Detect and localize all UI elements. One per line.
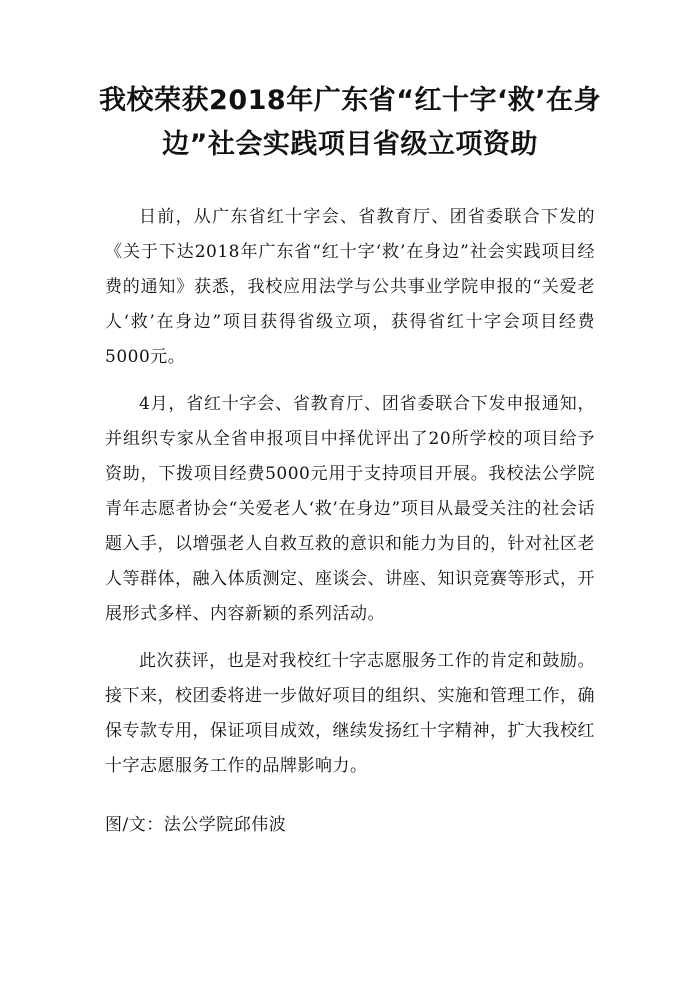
paragraph-2: 4月，省红十字会、省教育厅、团省委联合下发申报通知，并组织专家从全省申报项目中择优评出了20所学校的项目给予资助，下拨项目经费5000元用于支持项目开展。我校法公学院青年志愿者协会“关爱老人‘救’在身边”项目从最受关注的社会话题入手，以增强老人自救互救的意识和能力为目的，针对社区老人等群体，融入体质测定、座谈会、讲座、知识竞赛等形式，开展形式多样、内容新颖的系列活动。 (105, 394, 595, 624)
paragraph-1: 日前，从广东省红十字会、省教育厅、团省委联合下发的《关于下达2018年广东省“红十字‘救’在身边”社会实践项目经费的通知》获悉，我校应用法学与公共事业学院申报的“关爱老人‘救’在身边”项目获得省级立项，获得省红十字会项目经费5000元。 (105, 207, 595, 367)
article-body (105, 200, 595, 784)
author-credit: 图/文：法公学院邱伟波 (105, 815, 287, 835)
article-title: 我校荣获2018年广东省“红十字‘救’在身边”社会实践项目省级立项资助 (99, 85, 601, 160)
paragraph-3: 此次获评，也是对我校红十字志愿服务工作的肯定和鼓励。接下来，校团委将进一步做好项目的组织、实施和管理工作，确保专款专用，保证项目成效，继续发扬红十字精神，扩大我校红十字志愿服务工作的品牌影响力。 (105, 651, 595, 776)
